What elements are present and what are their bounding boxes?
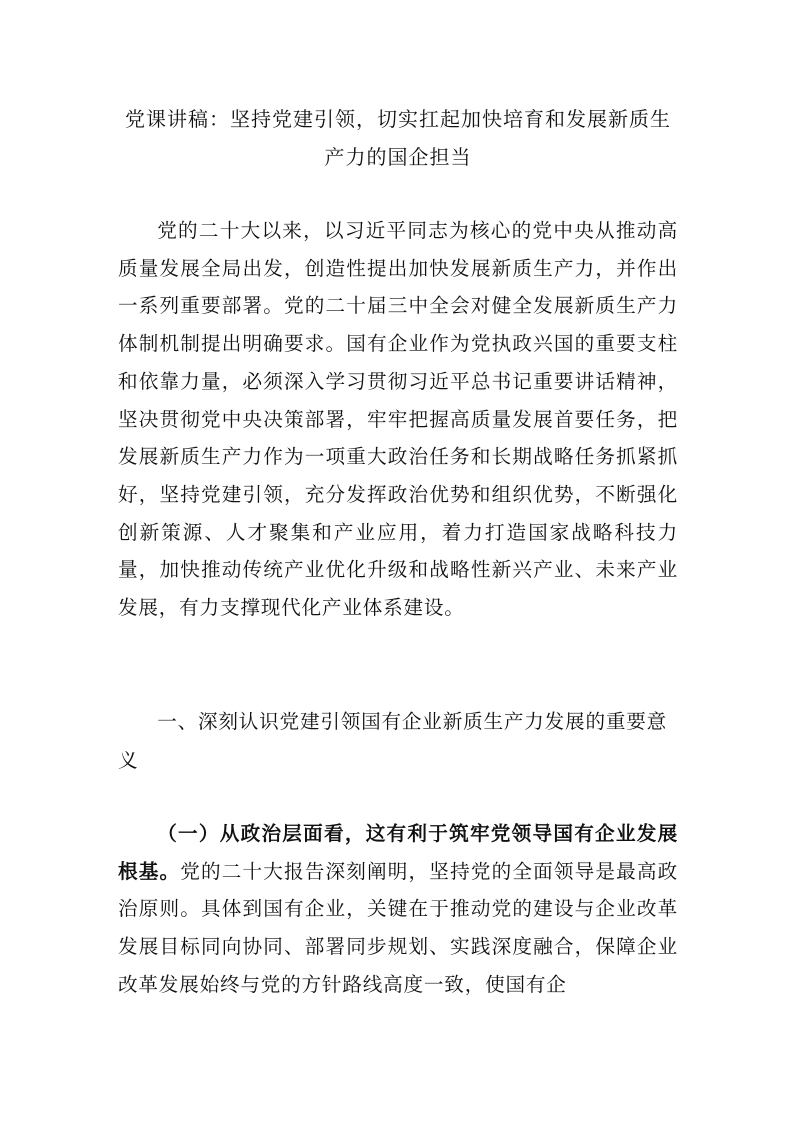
subsection-text: 党的二十大报告深刻阐明，坚持党的全面领导是最高政治原则。具体到国有企业，关键在于推动党的建设与企业改革发展目标同向协同、部署同步规划、实践深度融合，保障企业改革发展始终与党的方针路线高度一致，使国有企 (118, 859, 678, 996)
document-title: 党课讲稿：坚持党建引领，切实扛起加快培育和发展新质生产力的国企担当 (125, 107, 671, 169)
subsection-paragraph (118, 815, 678, 1004)
section-heading: 一、深刻认识党建引领国有企业新质生产力发展的重要意义 (118, 710, 668, 772)
intro-paragraph: 党的二十大以来，以习近平同志为核心的党中央从推动高质量发展全局出发，创造性提出加快发展新质生产力，并作出一系列重要部署。党的二十届三中全会对健全发展新质生产力体制机制提出明确要求。国有企业作为党执政兴国的重要支柱和依靠力量，必须深入学习贯彻习近平总书记重要讲话精神，坚决贯彻党中央决策部署，牢牢把握高质量发展首要任务，把发展新质生产力作为一项重大政治任务和长期战略任务抓紧抓好，坚持党建引领，充分发挥政治优势和组织优势，不断强化创新策源、人才聚集和产业应用，着力打造国家战略科技力量，加快推动传统产业优化升级和战略性新兴产业、未来产业发展，有力支撑现代化产业体系建设。 (118, 219, 678, 620)
subsection-lead: （一）从政治层面看，这有利于筑牢党领导国有企业发展根基。 (118, 822, 678, 883)
